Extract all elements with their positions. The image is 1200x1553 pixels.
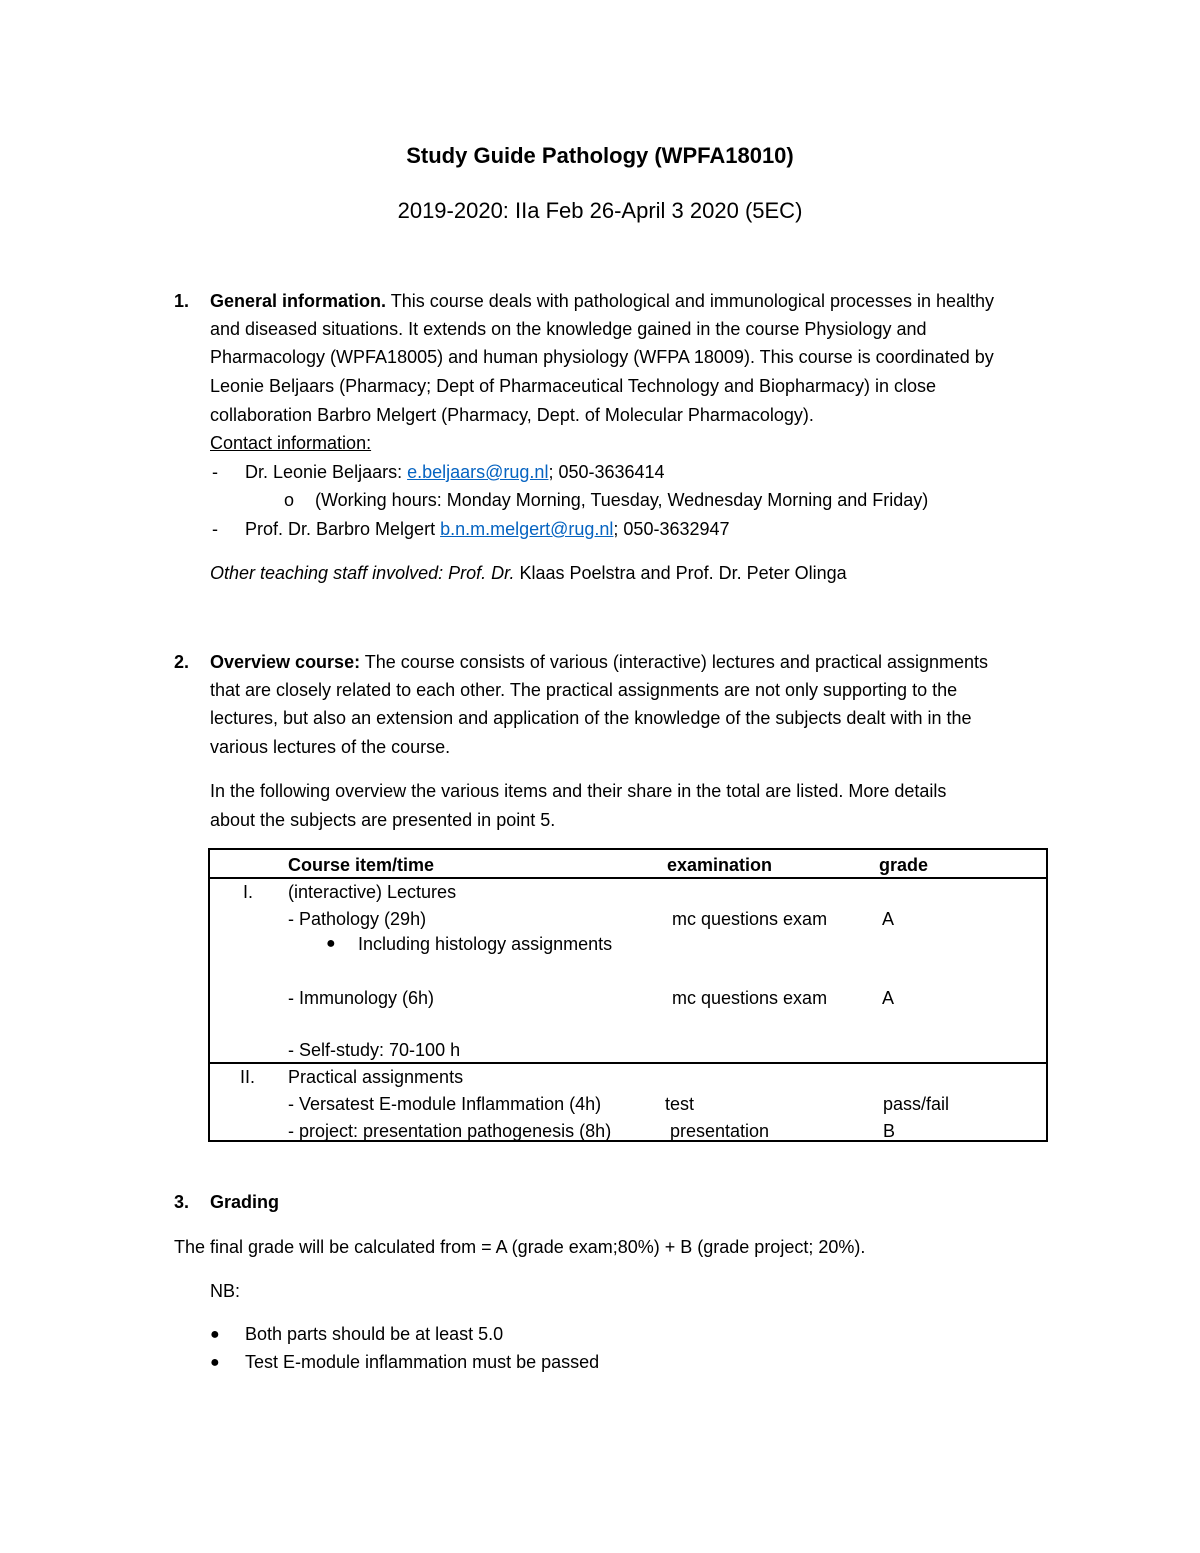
table-header-examination: examination [667, 855, 773, 875]
row-2-project-grade: B [883, 1121, 896, 1141]
contact-2-name: Prof. Dr. Barbro Melgert [245, 519, 441, 539]
grading-bullet-1: Both parts should be at least 5.0 [245, 1324, 504, 1344]
contact-2-phone: ; 050-3632947 [613, 519, 730, 539]
bullet-icon: ● [210, 1354, 220, 1371]
row-2-versatest-grade: pass/fail [883, 1094, 950, 1114]
section-2-text-1: The course consists of various (interactive) lectures and practical assignments [360, 652, 989, 672]
table-header-divider [208, 877, 1048, 879]
row-1-title: (interactive) Lectures [288, 882, 457, 902]
sub-bullet: o [284, 490, 295, 510]
section-1-line-1 [210, 291, 994, 312]
row-1-immunology: - Immunology (6h) [288, 988, 435, 1008]
contact-2-email-link[interactable]: b.n.m.melgert@rug.nl [440, 519, 614, 539]
row-1-immunology-grade: A [882, 988, 895, 1008]
row-1-pathology: - Pathology (29h) [288, 909, 427, 929]
contact-2 [245, 519, 730, 540]
contact-2-dash: - [212, 519, 218, 539]
row-2-project: - project: presentation pathogenesis (8h) [288, 1121, 612, 1141]
contact-1-name: Dr. Leonie Beljaars: [245, 462, 408, 482]
other-staff-italic: Other teaching staff involved: Prof. Dr. [210, 563, 515, 583]
row-2-number: II. [240, 1067, 256, 1087]
row-2-versatest: - Versatest E-module Inflammation (4h) [288, 1094, 602, 1114]
section-3-heading: Grading [210, 1192, 280, 1212]
row-1-number: I. [243, 882, 254, 902]
contact-1 [245, 462, 665, 483]
section-1-line-3: Pharmacology (WPFA18005) and human physiology (WFPA 18009). This course is coordinated by [210, 347, 994, 367]
section-2-para-2-line-2: about the subjects are presented in point 5. [210, 810, 556, 830]
section-2-heading: Overview course: [210, 652, 361, 672]
section-2-line-1 [210, 652, 988, 673]
other-staff [210, 563, 847, 584]
bullet-icon: ● [210, 1326, 220, 1343]
grading-bullet-2: Test E-module inflammation must be passed [245, 1352, 600, 1372]
contact-label: Contact information: [210, 433, 372, 453]
section-1-line-4: Leonie Beljaars (Pharmacy; Dept of Pharmaceutical Technology and Biopharmacy) in close [210, 376, 937, 396]
row-2-versatest-exam: test [665, 1094, 695, 1114]
table-header-grade: grade [879, 855, 929, 875]
row-1-pathology-exam: mc questions exam [672, 909, 828, 929]
section-2-para-2-line-1: In the following overview the various items and their share in the total are listed. More details [210, 781, 947, 801]
section-2-line-4: various lectures of the course. [210, 737, 451, 757]
table-header-item: Course item/time [288, 855, 435, 875]
row-1-pathology-grade: A [882, 909, 895, 929]
section-1-heading: General information. [210, 291, 387, 311]
contact-1-phone: ; 050-3636414 [548, 462, 665, 482]
contact-1-email-link[interactable]: e.beljaars@rug.nl [407, 462, 549, 482]
bullet-icon: ● [326, 935, 336, 952]
row-1-selfstudy: - Self-study: 70-100 h [288, 1040, 461, 1060]
section-2-line-3: lectures, but also an extension and application of the knowledge of the subjects dealt with in the [210, 708, 972, 728]
row-1-immunology-exam: mc questions exam [672, 988, 828, 1008]
section-2-number: 2. [174, 652, 190, 672]
table-row-divider [208, 1062, 1048, 1064]
contact-1-hours: (Working hours: Monday Morning, Tuesday, Wednesday Morning and Friday) [315, 490, 929, 510]
other-staff-names: Klaas Poelstra and Prof. Dr. Peter Olinga [514, 563, 847, 583]
row-2-title: Practical assignments [288, 1067, 464, 1087]
section-1-line-2: and diseased situations. It extends on the knowledge gained in the course Physiology and [210, 319, 927, 339]
page-subtitle: 2019-2020: IIa Feb 26-April 3 2020 (5EC) [397, 198, 803, 223]
section-2-line-2: that are closely related to each other. The practical assignments are not only supporting to the [210, 680, 958, 700]
row-2-project-exam: presentation [670, 1121, 770, 1141]
section-1-number: 1. [174, 291, 190, 311]
contact-1-dash: - [212, 462, 218, 482]
section-1-text-1: This course deals with pathological and immunological processes in healthy [386, 291, 995, 311]
section-1-line-5: collaboration Barbro Melgert (Pharmacy, Dept. of Molecular Pharmacology). [210, 405, 814, 425]
page-title: Study Guide Pathology (WPFA18010) [406, 143, 794, 168]
grading-formula: The final grade will be calculated from = A (grade exam;80%) + B (grade project; 20%). [174, 1237, 866, 1257]
row-1-histology: Including histology assignments [358, 934, 613, 954]
section-3-number: 3. [174, 1192, 190, 1212]
nb-label: NB: [210, 1281, 241, 1301]
